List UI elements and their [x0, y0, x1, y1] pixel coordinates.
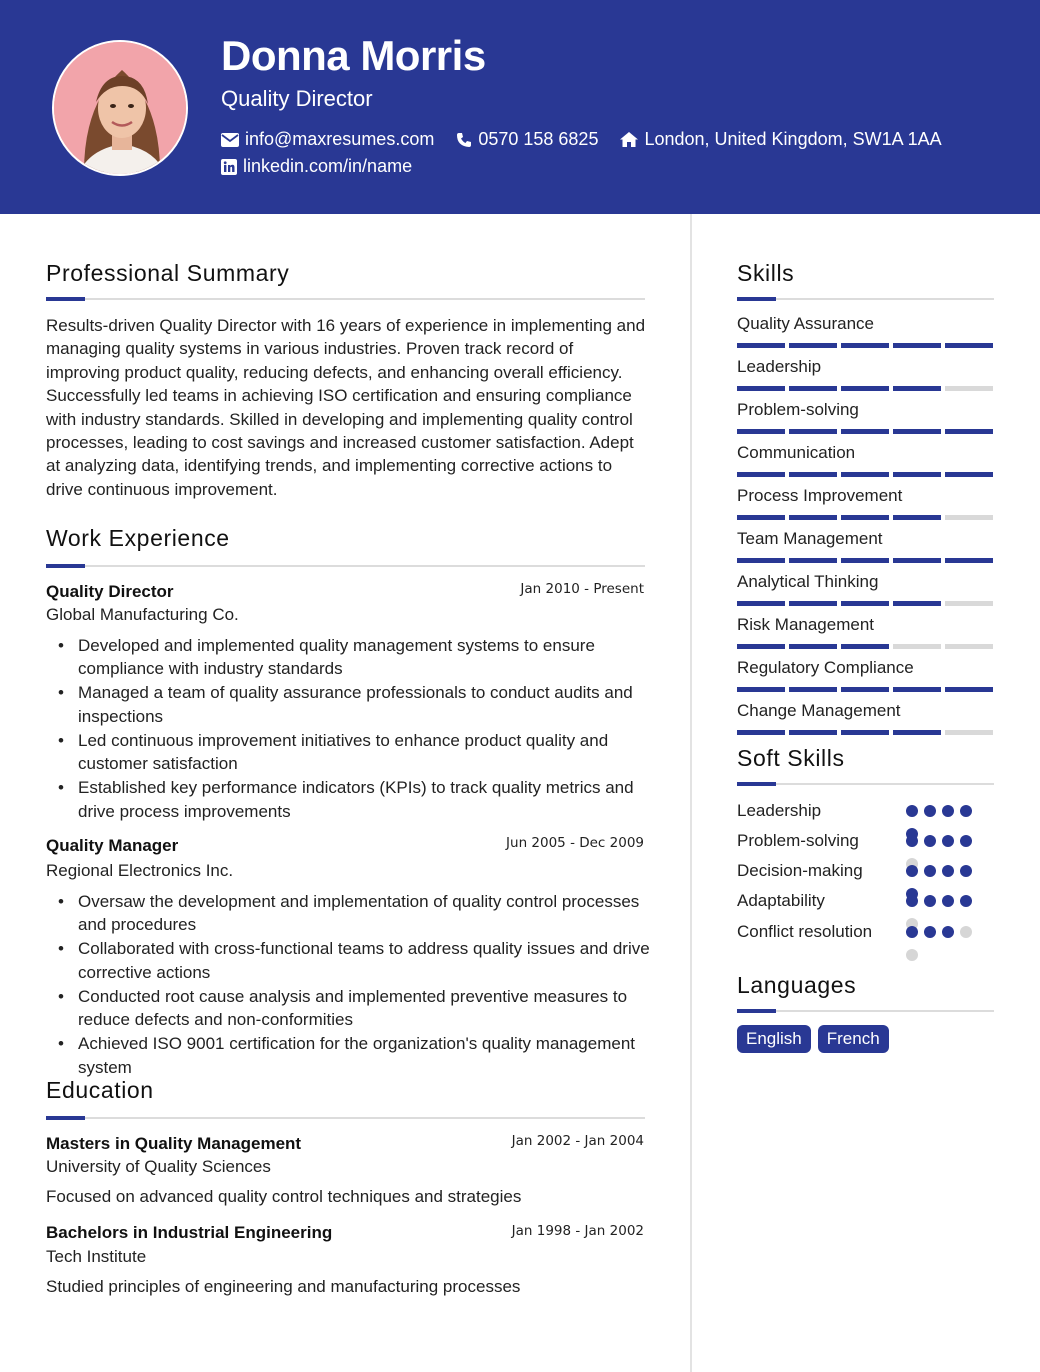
- skill-level-segment: [893, 343, 941, 348]
- skill-level-segment: [893, 644, 941, 649]
- skill-level-segment: [789, 515, 837, 520]
- contact-row: [221, 129, 964, 150]
- skill-level-bar: [737, 429, 993, 434]
- job-date: Jun 2005 - Dec 2009: [506, 835, 644, 851]
- skill-level-segment: [893, 558, 941, 563]
- experience-heading: Work Experience: [46, 525, 230, 551]
- rating-dot: [924, 835, 936, 847]
- skill-level-segment: [945, 472, 993, 477]
- skill-level-segment: [841, 644, 889, 649]
- list-item: • Achieved ISO 9001 certification for the organization's quality management system: [78, 1032, 650, 1079]
- skill-level-segment: [737, 343, 785, 348]
- degree-date: Jan 1998 - Jan 2002: [511, 1223, 644, 1239]
- skill-label: Regulatory Compliance: [737, 658, 914, 677]
- skill-level-segment: [841, 601, 889, 606]
- experience-rule: [46, 565, 645, 567]
- summary-rule: [46, 298, 645, 300]
- rating-dot: [942, 865, 954, 877]
- skill-level-segment: [737, 601, 785, 606]
- skill-label: Analytical Thinking: [737, 572, 879, 591]
- phone-text: 0570 158 6825: [478, 129, 599, 149]
- skill-level-bar: [737, 558, 993, 563]
- rating-dot: [906, 895, 918, 907]
- skill-level-segment: [893, 429, 941, 434]
- skill-level-segment: [789, 601, 837, 606]
- skill-level-segment: [737, 644, 785, 649]
- job-title: Quality Manager: [46, 836, 179, 855]
- resume-header: [0, 0, 1040, 214]
- skill-row: [737, 572, 993, 612]
- skill-level-segment: [841, 472, 889, 477]
- soft-skill-label: Conflict resolution: [737, 922, 873, 941]
- skill-level-segment: [737, 730, 785, 735]
- linkedin-text: linkedin.com/in/name: [243, 156, 413, 176]
- education-heading: Education: [46, 1077, 154, 1103]
- skill-level-segment: [789, 558, 837, 563]
- contact-email[interactable]: [221, 129, 434, 150]
- skill-row: [737, 486, 993, 526]
- contact-address: [620, 129, 941, 150]
- skill-level-segment: [789, 687, 837, 692]
- candidate-role: Quality Director: [221, 86, 373, 111]
- list-item: • Developed and implemented quality management systems to ensure compliance with industry standards: [78, 634, 650, 681]
- skill-level-segment: [893, 601, 941, 606]
- avatar: [52, 40, 188, 176]
- skill-level-bar: [737, 343, 993, 348]
- job-title: Quality Director: [46, 582, 174, 601]
- skill-level-segment: [841, 730, 889, 735]
- rating-dot: [960, 835, 972, 847]
- skill-level-segment: [945, 429, 993, 434]
- skill-level-segment: [945, 558, 993, 563]
- skills-heading: Skills: [737, 260, 795, 286]
- rating-dot: [924, 926, 936, 938]
- skill-level-segment: [737, 687, 785, 692]
- address-text: London, United Kingdom, SW1A 1AA: [644, 129, 942, 149]
- rating-dot: [924, 805, 936, 817]
- language-badge: French: [818, 1025, 889, 1053]
- skill-level-segment: [737, 558, 785, 563]
- soft-skill-rating: [906, 805, 982, 833]
- skill-level-segment: [945, 644, 993, 649]
- skill-level-segment: [945, 386, 993, 391]
- degree-title: Masters in Quality Management: [46, 1134, 302, 1153]
- skill-level-segment: [789, 472, 837, 477]
- skill-level-segment: [841, 558, 889, 563]
- skill-level-segment: [737, 515, 785, 520]
- skill-row: [737, 658, 993, 698]
- skill-level-segment: [789, 644, 837, 649]
- soft-skill-label: Decision-making: [737, 861, 863, 880]
- skill-level-segment: [789, 429, 837, 434]
- rating-dot: [960, 865, 972, 877]
- rating-dot: [924, 865, 936, 877]
- rating-dot: [906, 949, 918, 961]
- language-badge: English: [737, 1025, 811, 1053]
- list-item: • Managed a team of quality assurance professionals to conduct audits and inspections: [78, 681, 650, 728]
- rating-dot: [942, 895, 954, 907]
- skill-level-segment: [841, 429, 889, 434]
- skills-rule: [737, 298, 994, 300]
- skill-level-segment: [893, 515, 941, 520]
- skill-level-segment: [945, 730, 993, 735]
- rating-dot: [924, 895, 936, 907]
- contact-linkedin[interactable]: [221, 156, 412, 177]
- skill-level-segment: [841, 386, 889, 391]
- skill-level-segment: [841, 343, 889, 348]
- soft-skill-rating: [906, 835, 982, 863]
- job-bullets: [78, 634, 650, 824]
- skill-row: [737, 529, 993, 569]
- skill-label: Leadership: [737, 357, 822, 376]
- skill-level-segment: [789, 730, 837, 735]
- soft-skill-rating: [906, 895, 982, 923]
- skill-level-segment: [841, 515, 889, 520]
- column-divider: [690, 214, 692, 1372]
- skill-level-segment: [737, 429, 785, 434]
- skill-level-segment: [841, 687, 889, 692]
- soft-skill-rating: [906, 926, 982, 954]
- skill-level-segment: [893, 730, 941, 735]
- phone-icon: [456, 132, 472, 148]
- summary-heading: Professional Summary: [46, 260, 290, 286]
- job-org: Regional Electronics Inc.: [46, 861, 234, 880]
- skill-row: [737, 615, 993, 655]
- school-name: Tech Institute: [46, 1247, 147, 1266]
- skill-level-segment: [789, 386, 837, 391]
- job-bullets: [78, 890, 650, 1080]
- job-org: Global Manufacturing Co.: [46, 605, 239, 624]
- skill-label: Problem-solving: [737, 400, 859, 419]
- school-name: University of Quality Sciences: [46, 1157, 271, 1176]
- rating-dot: [942, 835, 954, 847]
- soft-skills-rule: [737, 783, 994, 785]
- candidate-name: Donna Morris: [221, 32, 486, 79]
- skill-level-segment: [893, 386, 941, 391]
- languages-heading: Languages: [737, 972, 857, 998]
- education-rule: [46, 1117, 645, 1119]
- rating-dot: [960, 805, 972, 817]
- contact-phone[interactable]: [456, 129, 598, 150]
- skill-level-bar: [737, 515, 993, 520]
- soft-skill-label: Adaptability: [737, 891, 825, 910]
- languages-rule: [737, 1010, 994, 1012]
- linkedin-icon: [221, 159, 237, 175]
- job-date: Jan 2010 - Present: [520, 581, 644, 597]
- list-item: • Led continuous improvement initiatives to enhance product quality and customer satisfaction: [78, 729, 650, 776]
- skill-level-bar: [737, 601, 993, 606]
- skill-label: Communication: [737, 443, 856, 462]
- skill-row: [737, 400, 993, 440]
- list-item: • Established key performance indicators (KPIs) to track quality metrics and drive process improvements: [78, 776, 650, 823]
- degree-title: Bachelors in Industrial Engineering: [46, 1223, 333, 1242]
- skill-level-segment: [893, 687, 941, 692]
- skill-level-segment: [945, 343, 993, 348]
- soft-skill-label: Problem-solving: [737, 831, 859, 850]
- portrait-image: [54, 42, 188, 176]
- skill-level-segment: [789, 343, 837, 348]
- home-icon: [620, 132, 638, 147]
- summary-text: Results-driven Quality Director with 16 years of experience in implementing and managing quality systems in various industries. Proven track record of improving product quality, reducing defects, and enhancing overall efficiency. Successfully led teams in achieving ISO certification and ensuring compliance with industry standards. Skilled in developing and implementing quality control processes, leading to cost savings and increased customer satisfaction. Adept at analyzing data, identifying trends, and implementing corrective actions to drive continuous improvement.: [46, 316, 646, 499]
- skill-row: [737, 314, 993, 354]
- rating-dot: [906, 835, 918, 847]
- skill-level-bar: [737, 472, 993, 477]
- skill-label: Risk Management: [737, 615, 875, 634]
- list-item: • Oversaw the development and implementation of quality control processes and procedures: [78, 890, 650, 937]
- skill-label: Process Improvement: [737, 486, 903, 505]
- skill-level-bar: [737, 730, 993, 735]
- skill-level-segment: [945, 601, 993, 606]
- rating-dot: [960, 895, 972, 907]
- soft-skill-rating: [906, 865, 982, 893]
- skill-row: [737, 357, 993, 397]
- soft-skills-heading: Soft Skills: [737, 745, 845, 771]
- skill-level-segment: [737, 472, 785, 477]
- degree-description: Focused on advanced quality control techniques and strategies: [46, 1187, 522, 1206]
- contact-row-2: [221, 156, 434, 177]
- rating-dot: [960, 926, 972, 938]
- email-text: info@maxresumes.com: [245, 129, 435, 149]
- skill-level-segment: [737, 386, 785, 391]
- list-item: • Collaborated with cross-functional teams to address quality issues and drive corrective actions: [78, 937, 650, 984]
- rating-dot: [942, 805, 954, 817]
- skill-level-segment: [945, 687, 993, 692]
- rating-dot: [942, 926, 954, 938]
- list-item: • Conducted root cause analysis and implemented preventive measures to reduce defects and non-conformities: [78, 985, 650, 1032]
- skill-label: Team Management: [737, 529, 883, 548]
- skill-level-bar: [737, 386, 993, 391]
- skill-level-bar: [737, 687, 993, 692]
- skill-level-segment: [893, 472, 941, 477]
- rating-dot: [906, 805, 918, 817]
- skill-level-segment: [945, 515, 993, 520]
- skill-label: Change Management: [737, 701, 901, 720]
- rating-dot: [906, 926, 918, 938]
- envelope-icon: [221, 133, 239, 147]
- skill-level-bar: [737, 644, 993, 649]
- rating-dot: [906, 865, 918, 877]
- degree-description: Studied principles of engineering and manufacturing processes: [46, 1277, 521, 1296]
- degree-date: Jan 2002 - Jan 2004: [511, 1133, 644, 1149]
- skill-row: [737, 701, 993, 741]
- languages-list: [737, 1025, 889, 1053]
- soft-skill-label: Leadership: [737, 801, 822, 820]
- skill-label: Quality Assurance: [737, 314, 875, 333]
- skill-row: [737, 443, 993, 483]
